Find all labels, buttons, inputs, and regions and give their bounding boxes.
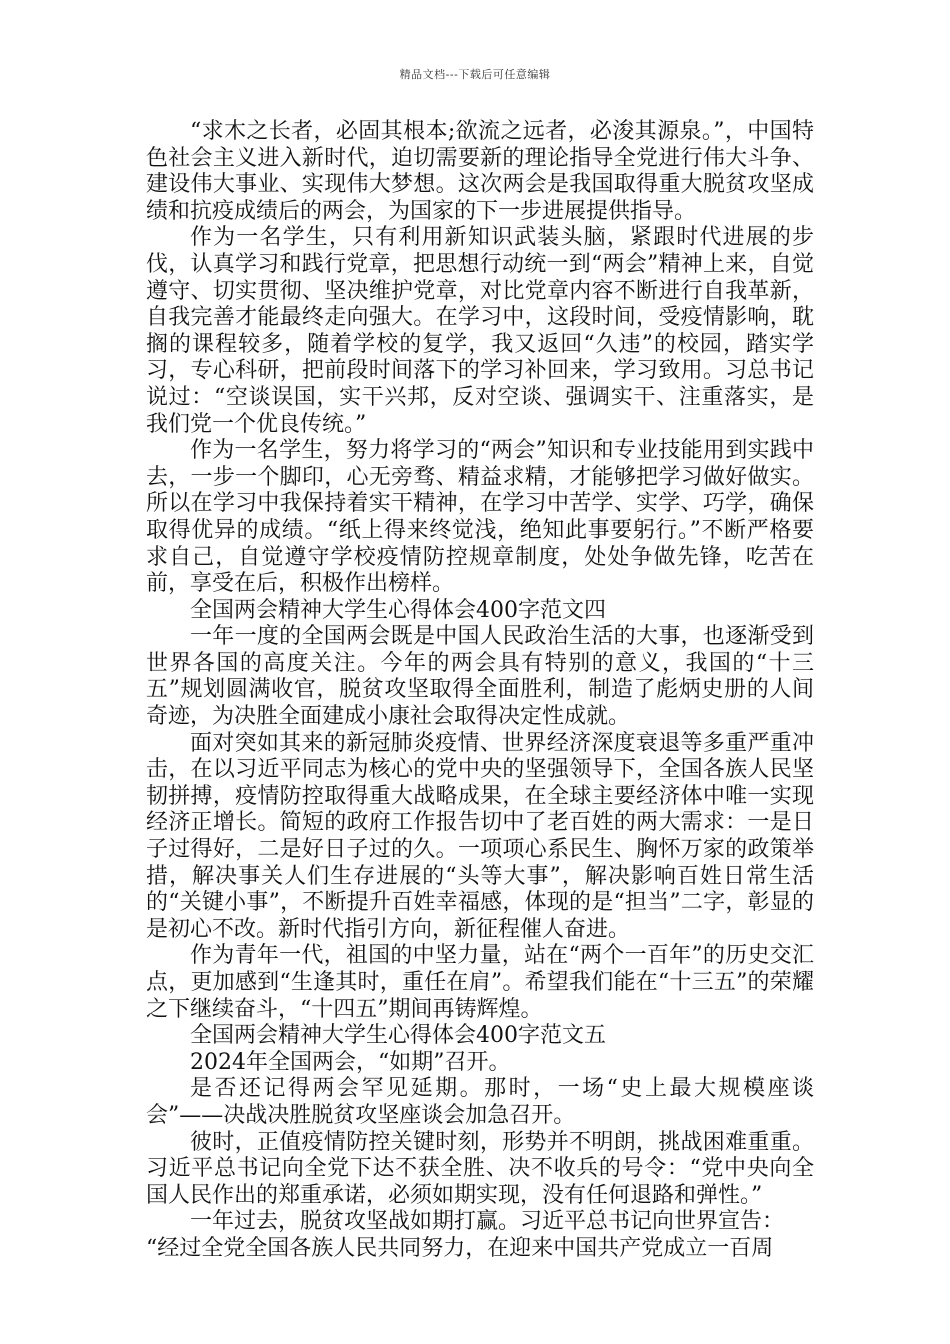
paragraph-declaration-quote: “经过全党全国各族人民共同努力，在迎来中国共产党成立一百周	[146, 1235, 774, 1261]
page-header: 精品文档---下载后可任意编辑	[399, 68, 551, 81]
section-heading-essay-four: 全国两会精神大学生心得体会400字范文四	[190, 597, 606, 623]
paragraph-pandemic-response: 面对突如其来的新冠肺炎疫情、世界经济深度衰退等多重严重冲击，在以习近平同志为核心的党中央的坚强领导下，全国各族人民坚韧拼搏，疫情防控取得重大战略成果，在全球主要经济体中唯一实现经济正增长。简短的政府工作报告切中了老百姓的两大需求：一是日子过得好，二是好日子过的久。一项项心系民生、胸怀万家的政策举措，解决事关人们生存进展的“头等大事”，解决影响百姓日常生活的“关键小事”，不断提升百姓幸福感，体现的是“担当”二字，彰显的是初心不改。新时代指引方向，新征程催人奋进。	[146, 730, 814, 942]
paragraph-postponed-sessions: 是否还记得两会罕见延期。那时，一场“史上最大规模座谈会”——决战决胜脱贫攻坚座谈会加急召开。	[146, 1076, 814, 1128]
paragraph-annual-sessions: 一年一度的全国两会既是中国人民政治生活的大事，也逐渐受到世界各国的高度关注。今年的两会具有特别的意义，我国的“十三五”规划圆满收官，脱贫攻坚取得全面胜利，制造了彪炳史册的人间奇迹，为决胜全面建成小康社会取得决定性成就。	[146, 624, 814, 730]
paragraph-student-practice: 作为一名学生，努力将学习的“两会”知识和专业技能用到实践中去，一步一个脚印，心无旁骛、精益求精，才能够把学习做好做实。所以在学习中我保持着实干精神，在学习中苦学、实学、巧学，确保取得优异的成绩。“纸上得来终觉浅，绝知此事要躬行。”不断严格要求自己，自觉遵守学校疫情防控规章制度，处处争做先锋，吃苦在前，享受在后，积极作出榜样。	[146, 438, 814, 597]
paragraph-one-year-later: 一年过去，脱贫攻坚战如期打赢。习近平总书记向世界宣告：	[190, 1209, 785, 1235]
paragraph-youth-generation: 作为青年一代，祖国的中坚力量，站在“两个一百年”的历史交汇点，更加感到“生逢其时，重任在肩”。希望我们能在“十三五”的荣耀之下继续奋斗，“十四五”期间再铸辉煌。	[146, 943, 814, 1022]
paragraph-critical-moment: 彼时，正值疫情防控关键时刻，形势并不明朗，挑战困难重重。习近平总书记向全党下达不获全胜、决不收兵的号令：“党中央向全国人民作出的郑重承诺，必须如期实现，没有任何退路和弹性。”	[146, 1129, 814, 1208]
section-heading-essay-five: 全国两会精神大学生心得体会400字范文五	[190, 1023, 606, 1049]
document-body	[146, 119, 814, 1263]
paragraph-student-study: 作为一名学生，只有利用新知识武装头脑，紧跟时代进展的步伐，认真学习和践行党章，把思想行动统一到“两会”精神上来，自觉遵守、切实贯彻、坚决维护党章，对比党章内容不断进行自我革新，自我完善才能最终走向强大。在学习中，这段时间，受疫情影响，耽搁的课程较多，随着学校的复学，我又返回“久违”的校园，踏实学习，专心科研，把前段时间落下的学习补回来，学习致用。习总书记说过：“空谈误国，实干兴邦，反对空谈、强调实干、注重落实，是我们党一个优良传统。”	[146, 225, 814, 437]
paragraph-intro-quote: “求木之长者，必固其根本;欲流之远者，必浚其源泉。”，中国特色社会主义进入新时代，迫切需要新的理论指导全党进行伟大斗争、建设伟大事业、实现伟大梦想。这次两会是我国取得重大脱贫攻坚成绩和抗疫成绩后的两会，为国家的下一步进展提供指导。	[146, 119, 814, 224]
paragraph-sessions-convened: 2024年全国两会，“如期”召开。	[190, 1049, 511, 1075]
